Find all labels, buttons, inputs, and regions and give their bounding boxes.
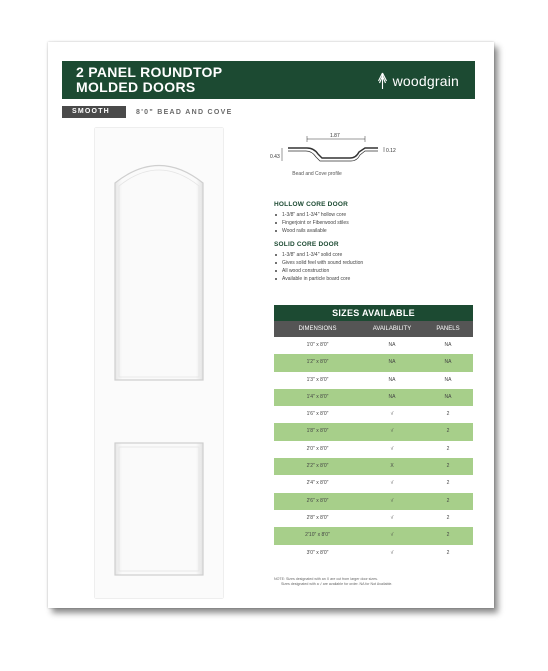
cell-panels: NA: [444, 376, 452, 383]
list-item: Fingerjoint or Fiberwood stiles: [274, 219, 474, 227]
cell-availability: NA: [388, 359, 396, 366]
door-illustration: [95, 128, 223, 598]
cell-availability: √: [390, 549, 394, 556]
table-row: [274, 493, 473, 510]
list-item: 1-3/8" and 1-3/4" solid core: [274, 251, 474, 259]
brand-wordmark: woodgrain: [392, 73, 459, 89]
table-row: [274, 389, 473, 406]
cell-availability: NA: [388, 393, 396, 400]
cell-availability: NA: [388, 376, 396, 383]
table-header: [274, 321, 473, 337]
cell-availability: √: [390, 514, 394, 521]
cell-dimension: 2'4" x 8'0": [306, 480, 329, 487]
table-row: [274, 337, 473, 354]
core-specs: [274, 201, 474, 289]
cell-dimension: 1'4" x 8'0": [306, 393, 329, 400]
cell-panels: NA: [444, 342, 452, 348]
table-row: [274, 441, 473, 458]
cell-dimension: 1'2" x 8'0": [306, 359, 329, 366]
note-line: NOTE: Sizes designated with an X are cut from larger door sizes.: [274, 577, 378, 581]
cell-dimension: 2'8" x 8'0": [306, 514, 329, 521]
cell-dimension: 1'6" x 8'0": [306, 411, 329, 418]
cell-dimension: 2'2" x 8'0": [306, 463, 329, 470]
cell-dimension: 2'6" x 8'0": [306, 497, 329, 504]
finish-label: SMOOTH: [62, 106, 126, 118]
hollow-core-list: [274, 211, 474, 235]
profile-width-label: 1.87: [330, 133, 340, 139]
table-row: [274, 510, 473, 527]
roundtop-panel: [115, 166, 203, 381]
cell-availability: √: [390, 445, 394, 452]
cell-panels: 2: [446, 445, 450, 452]
col-availability: AVAILABILITY: [372, 326, 412, 332]
cell-dimension: 1'0" x 8'0": [306, 342, 329, 348]
cell-panels: 2: [446, 532, 450, 539]
note-line: Sizes designated with a √ are available for order. NA for Not Available.: [281, 582, 393, 586]
table-row: [274, 406, 473, 423]
col-panels: PANELS: [436, 326, 460, 332]
header-banner: [62, 61, 475, 99]
profile-name: 8'0" BEAD AND COVE: [136, 108, 233, 116]
list-item: Available in particle board core: [274, 275, 474, 283]
finish-bar: [62, 106, 233, 118]
table-row: [274, 527, 473, 544]
cell-dimension: 3'0" x 8'0": [306, 549, 329, 556]
spec-sheet: [48, 42, 494, 608]
cell-panels: 2: [446, 463, 450, 470]
cell-availability: √: [390, 532, 394, 539]
cell-panels: 2: [446, 428, 450, 435]
cell-panels: 2: [446, 549, 450, 556]
tree-icon: [377, 72, 388, 90]
sizes-heading: SIZES AVAILABLE: [274, 305, 473, 321]
cell-availability: NA: [388, 342, 396, 348]
woodgrain-logo: [377, 72, 459, 90]
cell-dimension: 1'3" x 8'0": [306, 376, 329, 383]
solid-core-title: SOLID CORE DOOR: [274, 241, 339, 248]
cell-panels: 2: [446, 480, 450, 487]
profile-caption: Bead and Cove profile: [292, 171, 342, 177]
cell-dimension: 2'10" x 8'0": [305, 532, 330, 539]
profile-right-height-label: 0.12: [386, 148, 396, 154]
list-item: All wood construction: [274, 267, 474, 275]
lower-panel: [115, 443, 203, 575]
list-item: 1-3/8" and 1-3/4" hollow core: [274, 211, 474, 219]
table-row: [274, 458, 473, 475]
cell-panels: 2: [446, 497, 450, 504]
cell-panels: 2: [446, 514, 450, 521]
solid-core-list: [274, 251, 474, 283]
table-row: [274, 372, 473, 389]
cell-panels: NA: [444, 359, 452, 366]
cell-availability: √: [390, 411, 394, 418]
list-item: Wood rails available: [274, 227, 474, 235]
hollow-core-title: HOLLOW CORE DOOR: [274, 201, 348, 208]
cell-availability: √: [390, 428, 394, 435]
cell-dimension: 1'8" x 8'0": [306, 428, 329, 435]
cell-availability: X: [390, 463, 394, 470]
list-item: Gives solid feel with sound reduction: [274, 259, 474, 267]
sizes-note: [274, 577, 474, 587]
cell-availability: √: [390, 497, 394, 504]
table-row: [274, 545, 473, 562]
table-row: [274, 423, 473, 440]
cell-dimension: 2'0" x 8'0": [306, 445, 329, 452]
col-dimensions: DIMENSIONS: [298, 326, 337, 332]
cell-panels: 2: [446, 411, 450, 418]
profile-left-height-label: 0.43: [270, 154, 280, 160]
cell-panels: NA: [444, 393, 452, 400]
page-title: 2 PANEL ROUNDTOP MOLDED DOORS: [76, 64, 223, 95]
cell-availability: √: [390, 480, 394, 487]
table-row: [274, 354, 473, 371]
table-row: [274, 475, 473, 492]
sizes-table: [274, 305, 473, 562]
